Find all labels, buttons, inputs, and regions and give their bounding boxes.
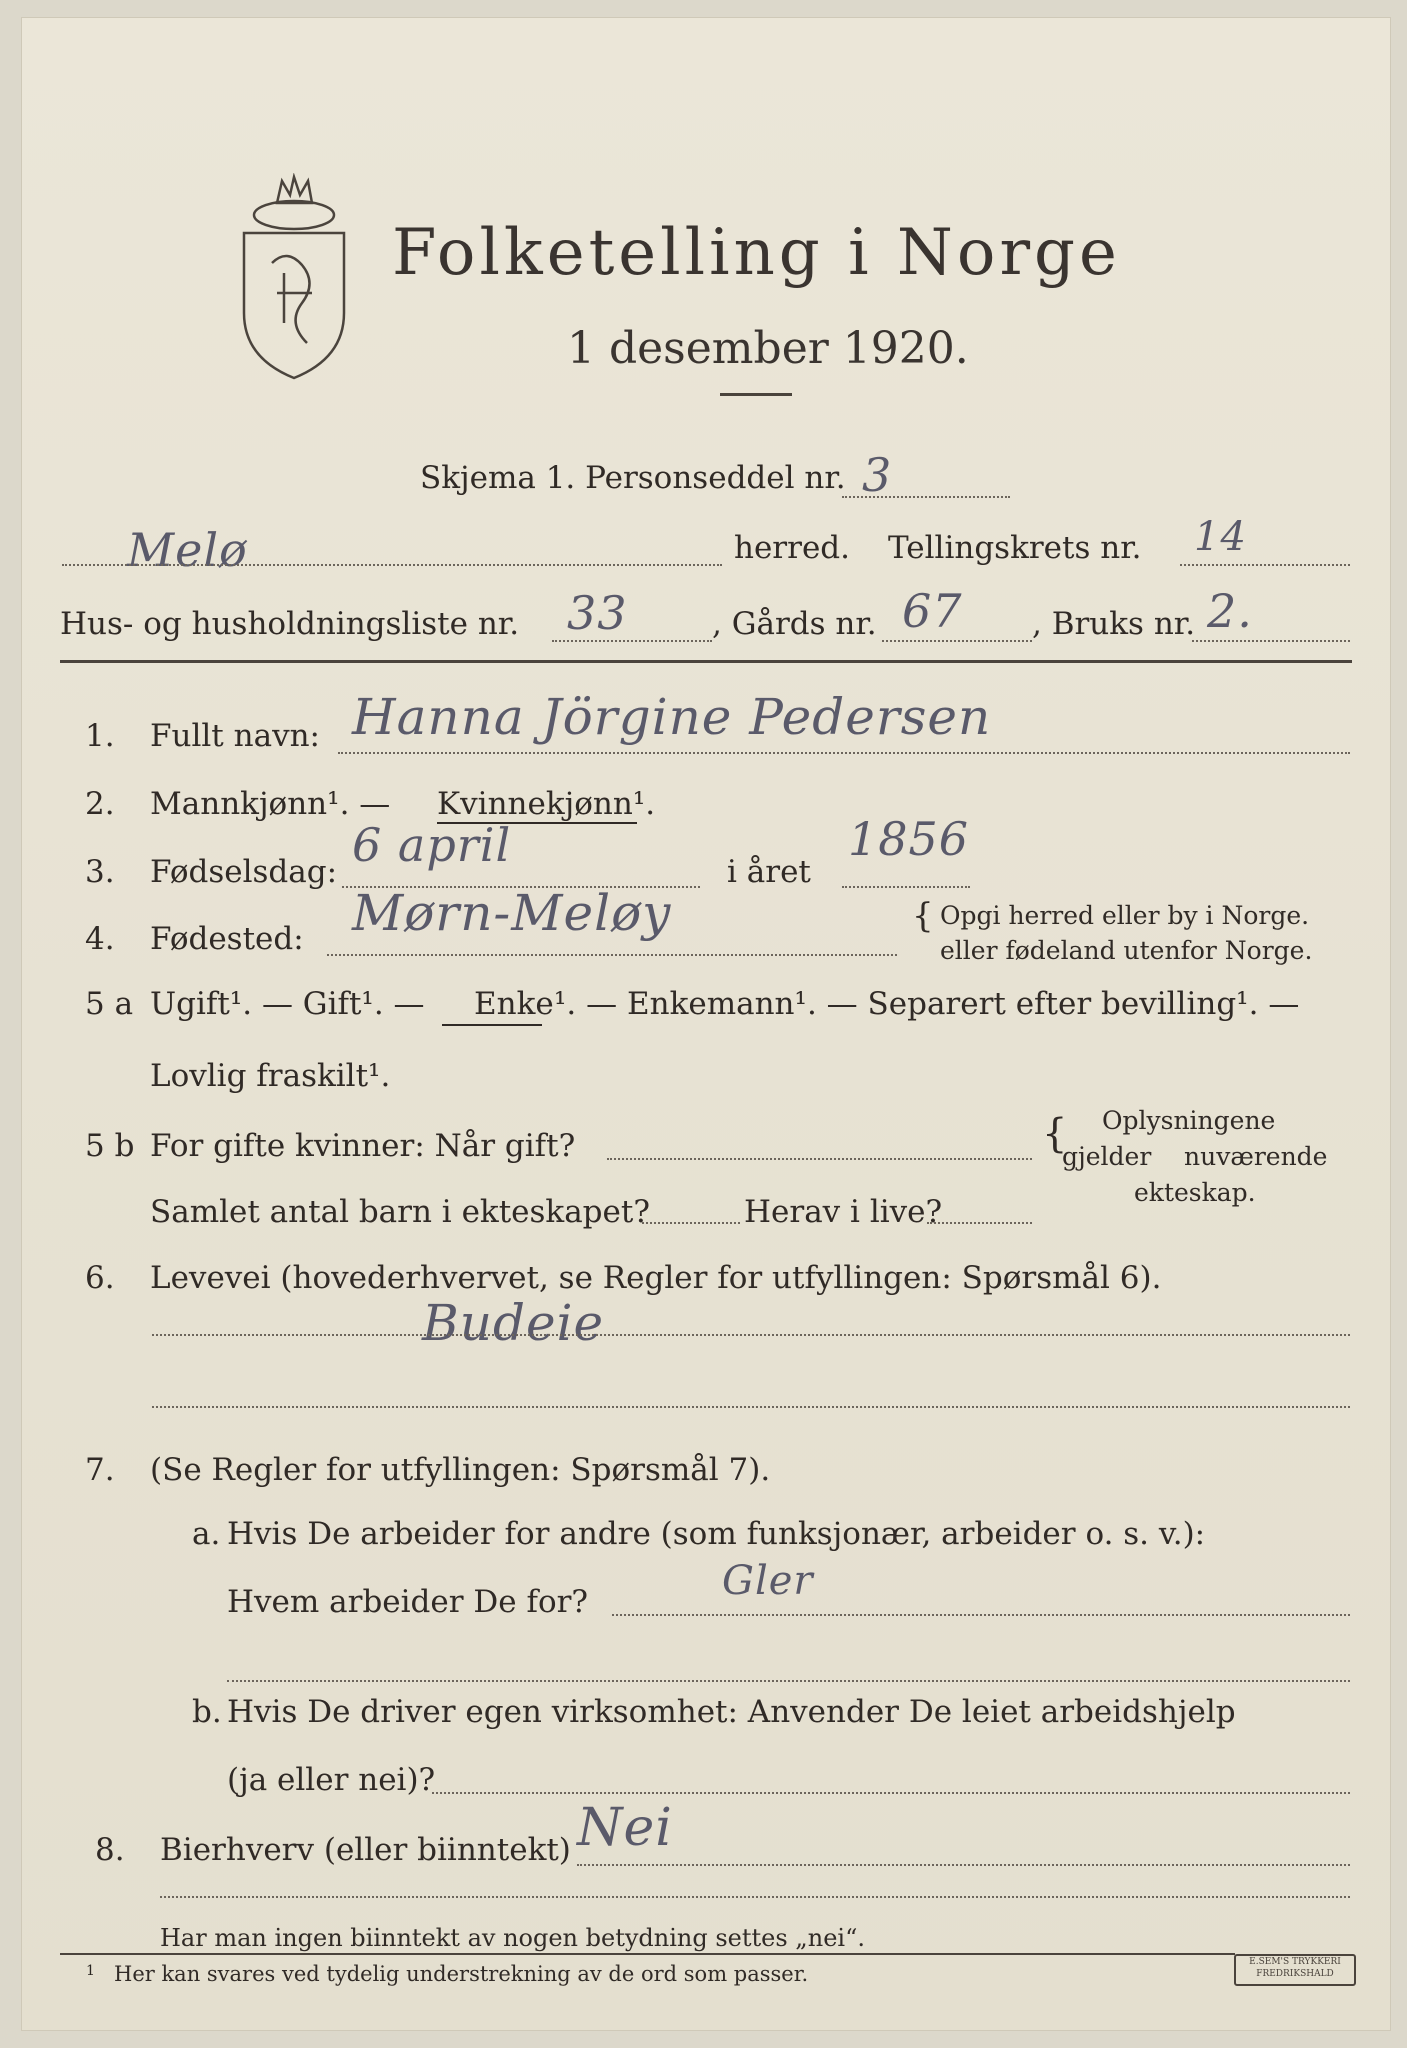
q6-number: 6. (85, 1260, 115, 1296)
q5b-brace: { (1042, 1111, 1068, 1157)
footer-rule (60, 1953, 1235, 1955)
bruks-label: , Bruks nr. (1032, 606, 1196, 642)
q4-field-line (327, 954, 897, 956)
q2-option-male[interactable]: Mannkjønn¹. — (150, 786, 391, 822)
q5b-barn-field-line (642, 1222, 740, 1224)
q7a-letter: a. (192, 1516, 221, 1552)
q5b-label-gift: For gifte kvinner: Når gift? (150, 1128, 576, 1164)
q6-field-line-1 (152, 1334, 1350, 1336)
q3-year-field-line (842, 886, 970, 888)
q1-value[interactable]: Hanna Jörgine Pedersen (352, 688, 992, 746)
q5a-number: 5 a (85, 986, 134, 1022)
q2-option-female[interactable]: Kvinnekjønn¹. (437, 786, 656, 822)
coat-of-arms-icon (232, 173, 352, 383)
q3-label: Fødselsdag: (150, 854, 338, 890)
q7b-field-line (432, 1792, 1350, 1794)
q7a-value[interactable]: Gler (722, 1558, 814, 1604)
q5b-note2: gjelder (1062, 1142, 1152, 1171)
q7b-text: Hvis De driver egen virksomhet: Anvender De leiet arbeidshjelp (227, 1694, 1236, 1730)
gards-label: , Gårds nr. (712, 606, 877, 642)
herred-field-line (62, 564, 722, 566)
tellingskrets-field-line (1180, 564, 1350, 566)
q4-brace: { (912, 896, 934, 936)
form-title: Folketelling i Norge (392, 216, 1121, 290)
q5b-note2b: nuværende (1184, 1142, 1328, 1171)
q5a-options-start[interactable]: Ugift¹. — Gift¹. — (150, 986, 425, 1022)
q1-number: 1. (85, 718, 115, 754)
q5b-live-field-line (927, 1222, 1032, 1224)
liste-field-line (552, 640, 712, 642)
q8-field-line-2 (160, 1896, 1350, 1898)
tellingskrets-value[interactable]: 14 (1194, 514, 1247, 560)
q7b-letter: b. (192, 1694, 222, 1730)
herred-value[interactable]: Melø (127, 523, 248, 577)
q7a-question: Hvem arbeider De for? (227, 1584, 589, 1620)
q5b-number: 5 b (85, 1128, 135, 1164)
bruks-value[interactable]: 2. (1207, 584, 1253, 638)
liste-value[interactable]: 33 (567, 586, 628, 640)
q6-value[interactable]: Budeie (422, 1294, 605, 1352)
footnote-number: 1 (86, 1963, 95, 1979)
q3-year-label: i året (727, 854, 811, 890)
q3-value[interactable]: 6 april (352, 818, 512, 872)
q3-year-value[interactable]: 1856 (848, 812, 970, 866)
footnote-text: Her kan svares ved tydelig understrekning av de ord som passer. (114, 1962, 809, 1986)
tellingskrets-label: Tellingskrets nr. (888, 530, 1142, 566)
q3-number: 3. (85, 854, 115, 890)
q5b-label-barn: Samlet antal barn i ekteskapet? (150, 1194, 650, 1230)
q6-label: Levevei (hovederhvervet, se Regler for utfyllingen: Spørsmål 6). (150, 1260, 1162, 1296)
q4-note1: Opgi herred eller by i Norge. (940, 901, 1310, 930)
printer-stamp: E.SEM'S TRYKKERI FREDRIKSHALD (1234, 1954, 1356, 1986)
q7b-question: (ja eller nei)? (227, 1762, 436, 1798)
schema-label: Skjema 1. Personseddel nr. (420, 460, 846, 496)
q5a-option-fraskilt[interactable]: Lovlig fraskilt¹. (150, 1058, 391, 1094)
gards-value[interactable]: 67 (902, 584, 963, 638)
q4-number: 4. (85, 921, 115, 957)
herred-label: herred. (734, 530, 850, 566)
q8-field-line (577, 1864, 1350, 1866)
liste-label: Hus- og husholdningsliste nr. (60, 606, 520, 642)
q4-note2: eller fødeland utenfor Norge. (940, 936, 1313, 965)
schema-value[interactable]: 3 (862, 448, 893, 502)
q4-label: Fødested: (150, 921, 304, 957)
footer-note: Har man ingen biinntekt av nogen betydning settes „nei“. (160, 1924, 865, 1952)
q5b-label-live: Herav i live? (744, 1194, 943, 1230)
q5a-options-rest[interactable]: ¹. — Enkemann¹. — Separert efter bevilling¹. — (554, 986, 1300, 1022)
header-rule (60, 660, 1352, 663)
q7-number: 7. (85, 1452, 115, 1488)
q7a-text: Hvis De arbeider for andre (som funksjonær, arbeider o. s. v.): (227, 1516, 1206, 1552)
q6-field-line-2 (152, 1406, 1350, 1408)
gards-field-line (882, 640, 1032, 642)
q5a-option-enke[interactable]: Enke (474, 986, 554, 1022)
q5a-enke-underline (442, 1024, 542, 1026)
q8-value[interactable]: Nei (577, 1798, 673, 1858)
q2-number: 2. (85, 786, 115, 822)
q7a-field-line-2 (227, 1680, 1350, 1682)
census-form (22, 18, 1390, 2030)
q1-field-line (338, 752, 1350, 754)
q8-label: Bierhverv (eller biinntekt) (160, 1832, 571, 1868)
q7-label: (Se Regler for utfyllingen: Spørsmål 7). (150, 1452, 771, 1488)
q5b-note3: ekteskap. (1134, 1178, 1256, 1207)
bruks-field-line (1192, 640, 1350, 642)
form-date: 1 desember 1920. (567, 323, 969, 374)
title-divider (720, 393, 792, 396)
q7a-field-line-1 (612, 1614, 1350, 1616)
q5b-note1: Oplysningene (1102, 1106, 1276, 1135)
q4-value[interactable]: Mørn-Meløy (352, 884, 672, 942)
q1-label: Fullt navn: (150, 718, 320, 754)
q8-number: 8. (95, 1832, 125, 1868)
q5b-gift-field-line (607, 1158, 1032, 1160)
